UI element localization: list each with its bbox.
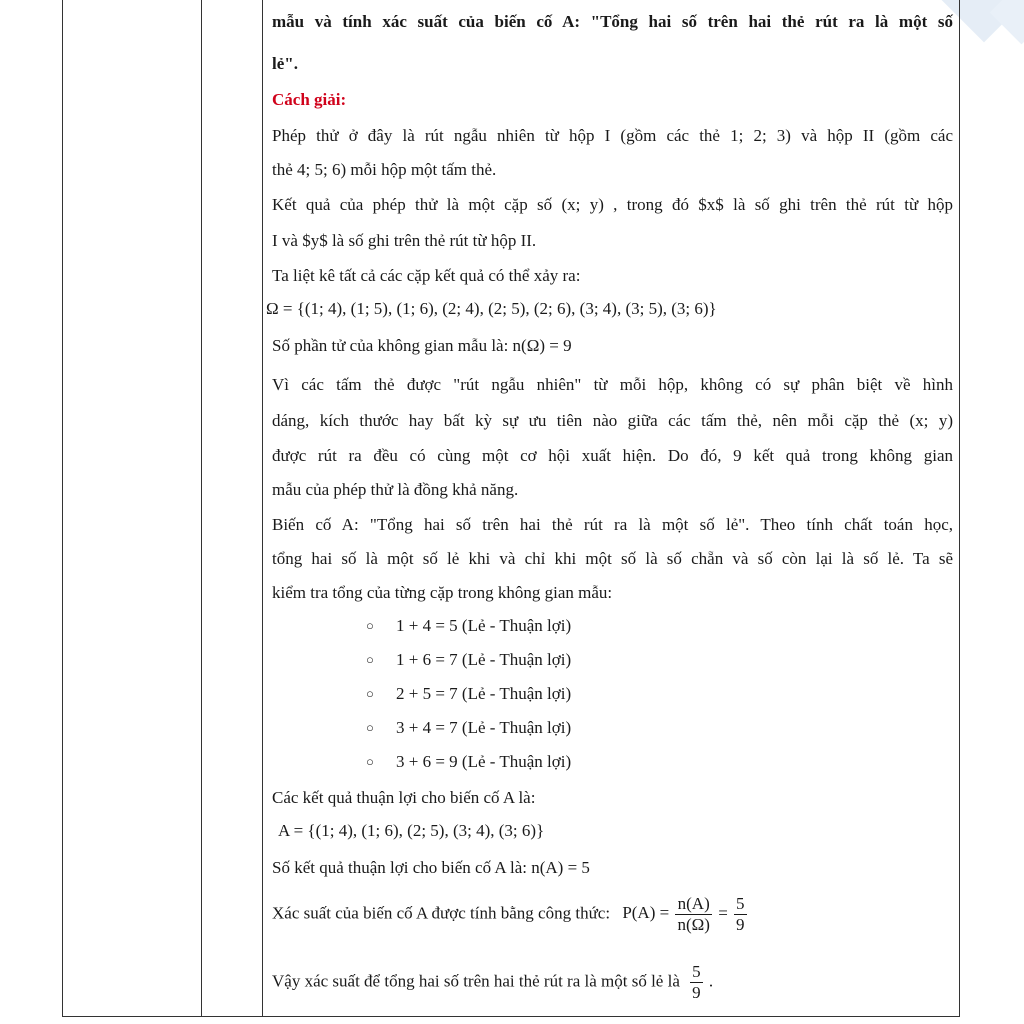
- bullet-circle-icon: ○: [366, 720, 374, 735]
- fraction: [675, 894, 711, 935]
- list-item-text: 2 + 5 = 7 (Lẻ - Thuận lợi): [396, 684, 572, 703]
- probability-formula-label: Xác suất của biến cố A được tính bằng công thức:: [272, 903, 611, 923]
- bullet-circle-icon: ○: [366, 754, 374, 769]
- fraction-denominator: 9: [736, 915, 745, 934]
- favorable-outcomes-formula: A = {(1; 4), (1; 6), (2; 5), (3; 4), (3; 6)}: [278, 821, 545, 840]
- fraction-denominator: 9: [692, 983, 701, 1002]
- body-text-line: tổng hai số là một số lẻ khi và chỉ khi một số là số chẵn và số còn lại là số lẻ. Ta sẽ: [272, 549, 953, 568]
- fraction-numerator: 5: [736, 894, 745, 913]
- list-item-text: 3 + 4 = 7 (Lẻ - Thuận lợi): [396, 718, 572, 737]
- list-item-text: 3 + 6 = 9 (Lẻ - Thuận lợi): [396, 752, 572, 771]
- table-column-divider-1: [201, 0, 202, 1017]
- body-text-line: Vì các tấm thẻ được "rút ngẫu nhiên" từ mỗi hộp, không có sự phân biệt về hình: [272, 375, 953, 394]
- table-column-divider-2: [262, 0, 263, 1017]
- period: .: [708, 971, 714, 991]
- list-item-text: 1 + 4 = 5 (Lẻ - Thuận lợi): [396, 616, 572, 635]
- fraction: [734, 894, 747, 935]
- probability-formula-line: [272, 894, 749, 935]
- fraction-numerator: 5: [692, 962, 701, 981]
- bullet-circle-icon: ○: [366, 686, 374, 701]
- equals-sign: =: [718, 903, 728, 923]
- bullet-circle-icon: ○: [366, 618, 374, 633]
- bullet-circle-icon: ○: [366, 652, 374, 667]
- body-text-line: Ta liệt kê tất cả các cặp kết quả có thể xảy ra:: [272, 266, 581, 285]
- body-text-line: được rút ra đều có cùng một cơ hội xuất hiện. Do đó, 9 kết quả trong không gian: [272, 446, 953, 465]
- favorable-count: Số kết quả thuận lợi cho biến cố A là: n(A) = 5: [272, 858, 590, 877]
- fraction-numerator: n(A): [675, 894, 711, 915]
- body-text-line: Kết quả của phép thử là một cặp số (x; y) , trong đó $x$ là số ghi trên thẻ rút từ hộp: [272, 195, 953, 214]
- conclusion-line: [272, 962, 713, 1003]
- problem-text-line: lẻ".: [272, 54, 298, 73]
- sample-space-formula: Ω = {(1; 4), (1; 5), (1; 6), (2; 4), (2; 5), (2; 6), (3; 4), (3; 5), (3; 6)}: [266, 299, 717, 318]
- body-text-line: I và $y$ là số ghi trên thẻ rút từ hộp II.: [272, 231, 537, 250]
- fraction: [690, 962, 703, 1003]
- solution-heading: Cách giải:: [272, 90, 347, 109]
- body-text-line: thẻ 4; 5; 6) mỗi hộp một tấm thẻ.: [272, 160, 497, 179]
- problem-text-line: mẫu và tính xác suất của biến cố A: "Tổng hai số trên hai thẻ rút ra là một số: [272, 12, 953, 31]
- sample-space-size: Số phần tử của không gian mẫu là: n(Ω) = 9: [272, 336, 572, 355]
- probability-lhs: P(A) =: [622, 903, 670, 923]
- body-text-line: Các kết quả thuận lợi cho biến cố A là:: [272, 788, 536, 807]
- body-text-line: mẫu của phép thử là đồng khả năng.: [272, 480, 519, 499]
- list-item-text: 1 + 6 = 7 (Lẻ - Thuận lợi): [396, 650, 572, 669]
- body-text-line: Biến cố A: "Tổng hai số trên hai thẻ rút ra là một số lẻ". Theo tính chất toán học,: [272, 515, 953, 534]
- conclusion-text: Vậy xác suất để tổng hai số trên hai thẻ rút ra là một số lẻ là: [272, 971, 680, 991]
- fraction-denominator: n(Ω): [677, 915, 710, 934]
- body-text-line: dáng, kích thước hay bất kỳ sự ưu tiên nào giữa các tấm thẻ, nên mỗi cặp thẻ (x; y): [272, 411, 953, 430]
- body-text-line: kiểm tra tổng của từng cặp trong không gian mẫu:: [272, 583, 613, 602]
- body-text-line: Phép thử ở đây là rút ngẫu nhiên từ hộp I (gồm các thẻ 1; 2; 3) và hộp II (gồm các: [272, 126, 953, 145]
